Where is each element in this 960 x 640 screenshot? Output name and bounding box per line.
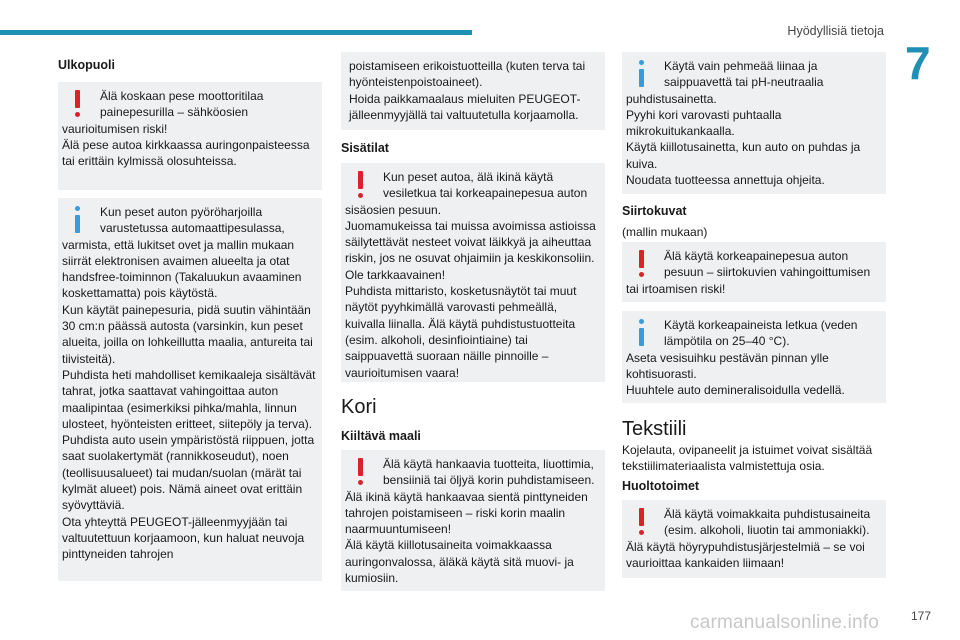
page-header-title: Hyödyllisiä tietoja xyxy=(787,24,884,38)
info-box-soft-cloth xyxy=(622,52,886,194)
warning-icon xyxy=(634,250,650,278)
info-box-continued xyxy=(341,52,605,130)
warning-icon xyxy=(634,508,650,536)
info-text: Käytä korkeapaineista letkua (veden lämpötila on 25–40 °C). Aseta vesisuihku pestävän pinnan ylle kohtisuorasti. Huuhtele auto demineralisoidulla vedellä. xyxy=(626,318,858,398)
warning-icon xyxy=(70,90,86,118)
warning-text: Älä käytä hankaavia tuotteita, liuottimia, bensiiniä tai öljyä korin puhdistamiseen. Älä ikinä käytä hankaavaa sientä pinttyneiden tahrojen poistamiseen – riski korin maalin naarmuuntumiseen! Älä käytä kiillotusaineita voimakkaassa auringonvalossa, äläkä käytä sitä muovi- ja kumiosiin. xyxy=(345,457,595,586)
info-text: Käytä vain pehmeää liinaa ja saippuavettä tai pH-neutraalia puhdistusainetta. Pyyhi kori varovasti puhtaalla mikrokuitukankaalla. Käytä kiillotusainetta, kun auto on puhdas ja kuiva. Noudata tuotteessa annettuja ohjeita. xyxy=(626,59,861,188)
info-icon xyxy=(70,206,86,234)
info-icon xyxy=(634,60,650,88)
warning-box-interior xyxy=(341,163,605,382)
warning-box-decals xyxy=(622,242,886,302)
page-number: 177 xyxy=(911,609,932,623)
heading-decals: Siirtokuvat xyxy=(622,204,687,218)
warning-text: Kun peset autoa, älä ikinä käytä vesiletkua tai korkeapainepesua auton sisäosien pesuun. Juomamukeissa tai muissa avoimissa astioissa säilytettävät nesteet voivat läikkyä ja aiheuttaa riskin, jos ne osuvat ohjaimiin ja keskikonsoliin. Ole tarkkaavainen! Puhdista mittaristo, kosketusnäytöt tai muut näytöt pyyhkimällä varovasti pehmeällä, kuivalla liinalla. Älä käytä puhdistustuotteita (esim. alkoholi, desinfiointiaine) tai saippuavettä suoraan näille pinnoille – vaurioitumisen vaara! xyxy=(345,170,596,380)
info-box-decals xyxy=(622,311,886,403)
heading-gloss-paint: Kiiltävä maali xyxy=(341,429,421,443)
decals-note: (mallin mukaan) xyxy=(622,225,708,239)
section-title-textile: Tekstiili xyxy=(622,418,687,440)
heading-interior: Sisätilat xyxy=(341,141,389,155)
chapter-number: 7 xyxy=(905,37,931,89)
warning-icon xyxy=(353,171,369,199)
info-box-washing xyxy=(58,198,322,581)
warning-text: Älä koskaan pese moottoritilaa painepesurilla – sähköosien vaurioitumisen riski! Älä pese autoa kirkkaassa auringonpaisteessa tai erittäin kylmissä olosuhteissa. xyxy=(62,89,310,169)
section-title-body: Kori xyxy=(341,396,377,418)
warning-text: Älä käytä voimakkaita puhdistusaineita (esim. alkoholi, liuotin tai ammoniakki). Älä käytä höyrypuhdistusjärjestelmiä – se voi vaurioittaa kankaiden liimaan! xyxy=(626,507,871,570)
warning-box-maintenance xyxy=(622,500,886,578)
heading-exterior: Ulkopuoli xyxy=(58,58,115,72)
warning-text: Älä käytä korkeapainepesua auton pesuun – siirtokuvien vahingoittumisen tai irtoamisen riski! xyxy=(626,249,871,296)
warning-box-exterior xyxy=(58,82,322,190)
warning-icon xyxy=(353,458,369,486)
info-icon xyxy=(634,319,650,347)
header-accent-bar xyxy=(0,30,472,35)
textile-paragraph: Kojelauta, ovipaneelit ja istuimet voivat sisältää tekstiilimateriaalista valmistettuja osia. xyxy=(622,443,873,474)
heading-maintenance: Huoltotoimet xyxy=(622,479,700,493)
info-text-continued: poistamiseen erikoistuotteilla (kuten terva tai hyönteistenpoistoaineet). Hoida paikkamaalaus mieluiten PEUGEOT-jälleenmyyjällä tai valtuutetulla korjaamolla. xyxy=(349,59,586,122)
info-text: Kun peset auton pyöröharjoilla varustetussa automaattipesulassa, varmista, että lukitset ovet ja mallin mukaan siirrät elektronisen avaimen alueelta ja otat handsfree-toiminnon (Takaluukun avaaminen koskettamatta) pois käytöstä. Kun käytät painepesuria, pidä suutin vähintään 30 cm:n päässä autosta (varsinkin, kun peset alueita, joilla on lohkeillutta maalia, antureita tai tiivisteitä). Puhdista heti mahdolliset kemikaaleja sisältävät tahrat, jotka saattavat vahingoittaa auton maalipintaa (esimerkiksi pihka/mahla, linnun ulosteet, hyönteisten eritteet, siitepöly ja terva). Puhdista auto usein ympäristöstä riippuen, jotta saat suolakertymät (rannikkoseudut), noen (teollisuusalueet) tai mudan/suolan (märät tai kylmät alueet) pois. Nämä aineet ovat erittäin syövyttäviä. Ota yhteyttä PEUGEOT-jälleenmyyjään tai valtuutettuun korjaamoon, kun haluat neuvoja pinttyneiden tahrojen xyxy=(62,205,316,562)
warning-box-gloss xyxy=(341,450,605,591)
watermark: carmanualsonline.info xyxy=(690,612,880,633)
